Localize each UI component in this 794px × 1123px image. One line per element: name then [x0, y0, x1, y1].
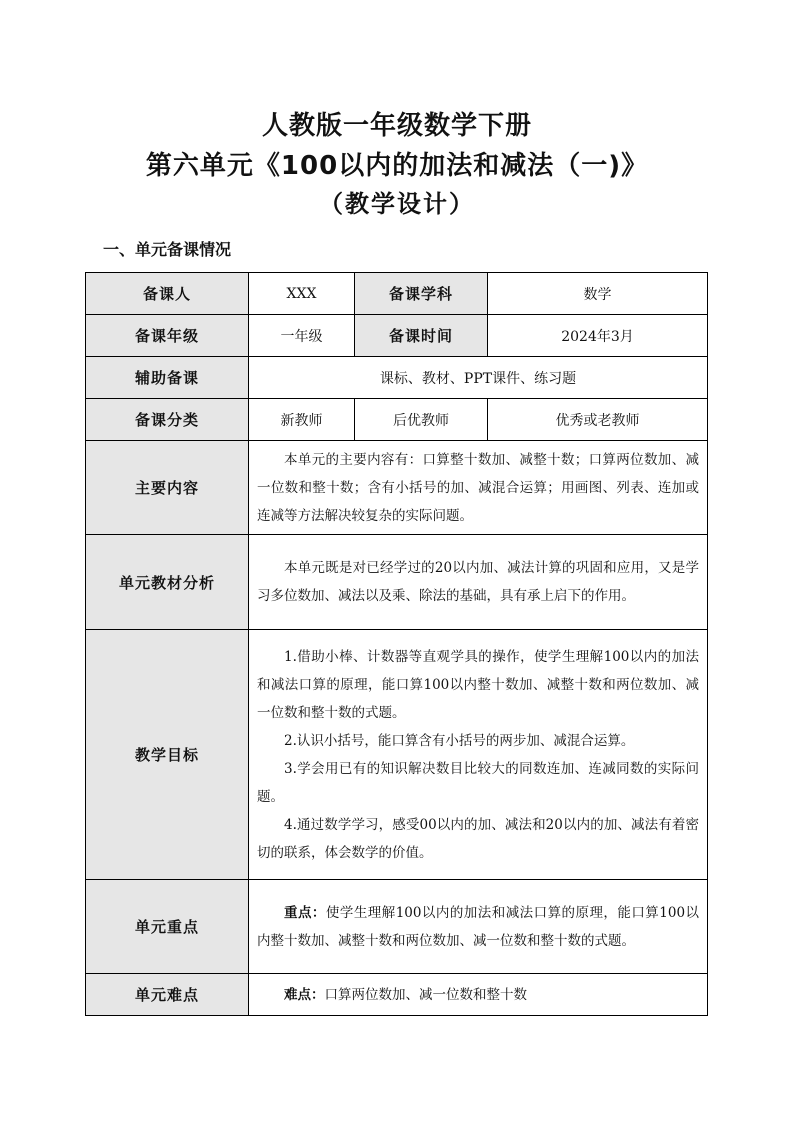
main-content-label: 主要内容 [86, 441, 249, 535]
grade-value: 一年级 [249, 315, 355, 357]
lesson-plan-table [85, 272, 708, 1016]
table-row [86, 630, 708, 880]
key-points-label: 单元重点 [86, 880, 249, 974]
difficulties-label: 单元难点 [86, 974, 249, 1016]
table-row [86, 399, 708, 441]
main-content-text: 本单元的主要内容有：口算整十数加、减整十数；口算两位数加、减一位数和整十数；含有小括号的加、减混合运算；用画图、列表、连加或连减等方法解决较复杂的实际问题。 [249, 441, 708, 535]
teacher-label: 备课人 [86, 273, 249, 315]
category-value-1: 新教师 [249, 399, 355, 441]
table-row [86, 315, 708, 357]
key-points-cell [249, 880, 708, 974]
difficulties-prefix: 难点： [284, 986, 325, 1003]
section-heading: 一、单元备课情况 [103, 240, 232, 259]
goals-label: 教学目标 [86, 630, 249, 880]
subject-label: 备课学科 [355, 273, 488, 315]
table-row [86, 441, 708, 535]
table-row [86, 273, 708, 315]
category-label: 备课分类 [86, 399, 249, 441]
title-block [0, 106, 794, 222]
analysis-label: 单元教材分析 [86, 535, 249, 630]
goal-item: 4.通过数学学习，感受00以内的加、减法和20以内的加、减法有着密切的联系，体会数学的价值。 [257, 816, 699, 861]
table-row [86, 535, 708, 630]
category-value-2: 后优教师 [355, 399, 488, 441]
key-points-prefix: 重点： [284, 904, 326, 921]
grade-label: 备课年级 [86, 315, 249, 357]
table-row [86, 357, 708, 399]
subject-value: 数学 [488, 273, 708, 315]
goals-cell [249, 630, 708, 880]
title-line-2: 第六单元《100以内的加法和减法（一)》 [145, 151, 649, 181]
teacher-value: XXX [249, 273, 355, 315]
aux-label: 辅助备课 [86, 357, 249, 399]
title-line-1: 人教版一年级数学下册 [261, 111, 532, 141]
difficulties-text: 口算两位数加、减一位数和整十数 [324, 986, 527, 1003]
analysis-text: 本单元既是对已经学过的20以内加、减法计算的巩固和应用，又是学习多位数加、减法以及乘、除法的基础，具有承上启下的作用。 [249, 535, 708, 630]
category-value-3: 优秀或老教师 [488, 399, 708, 441]
goal-item: 1.借助小棒、计数器等直观学具的操作，使学生理解100以内的加法和减法口算的原理，能口算100以内整十数加、减整十数和两位数加、减一位数和整十数的式题。 [257, 648, 699, 721]
aux-value: 课标、教材、PPT课件、练习题 [249, 357, 708, 399]
title-line-3: （教学设计） [319, 190, 475, 218]
goal-item: 2.认识小括号，能口算含有小括号的两步加、减混合运算。 [284, 732, 635, 749]
goal-item: 3.学会用已有的知识解决数目比较大的同数连加、连减同数的实际问题。 [257, 760, 699, 805]
time-value: 2024年3月 [488, 315, 708, 357]
difficulties-cell [249, 974, 708, 1016]
key-points-text: 使学生理解100以内的加法和减法口算的原理，能口算100以内整十数加、减整十数和两位数加、减一位数和整十数的式题。 [257, 904, 699, 949]
table-row [86, 974, 708, 1016]
table-row [86, 880, 708, 974]
time-label: 备课时间 [355, 315, 488, 357]
